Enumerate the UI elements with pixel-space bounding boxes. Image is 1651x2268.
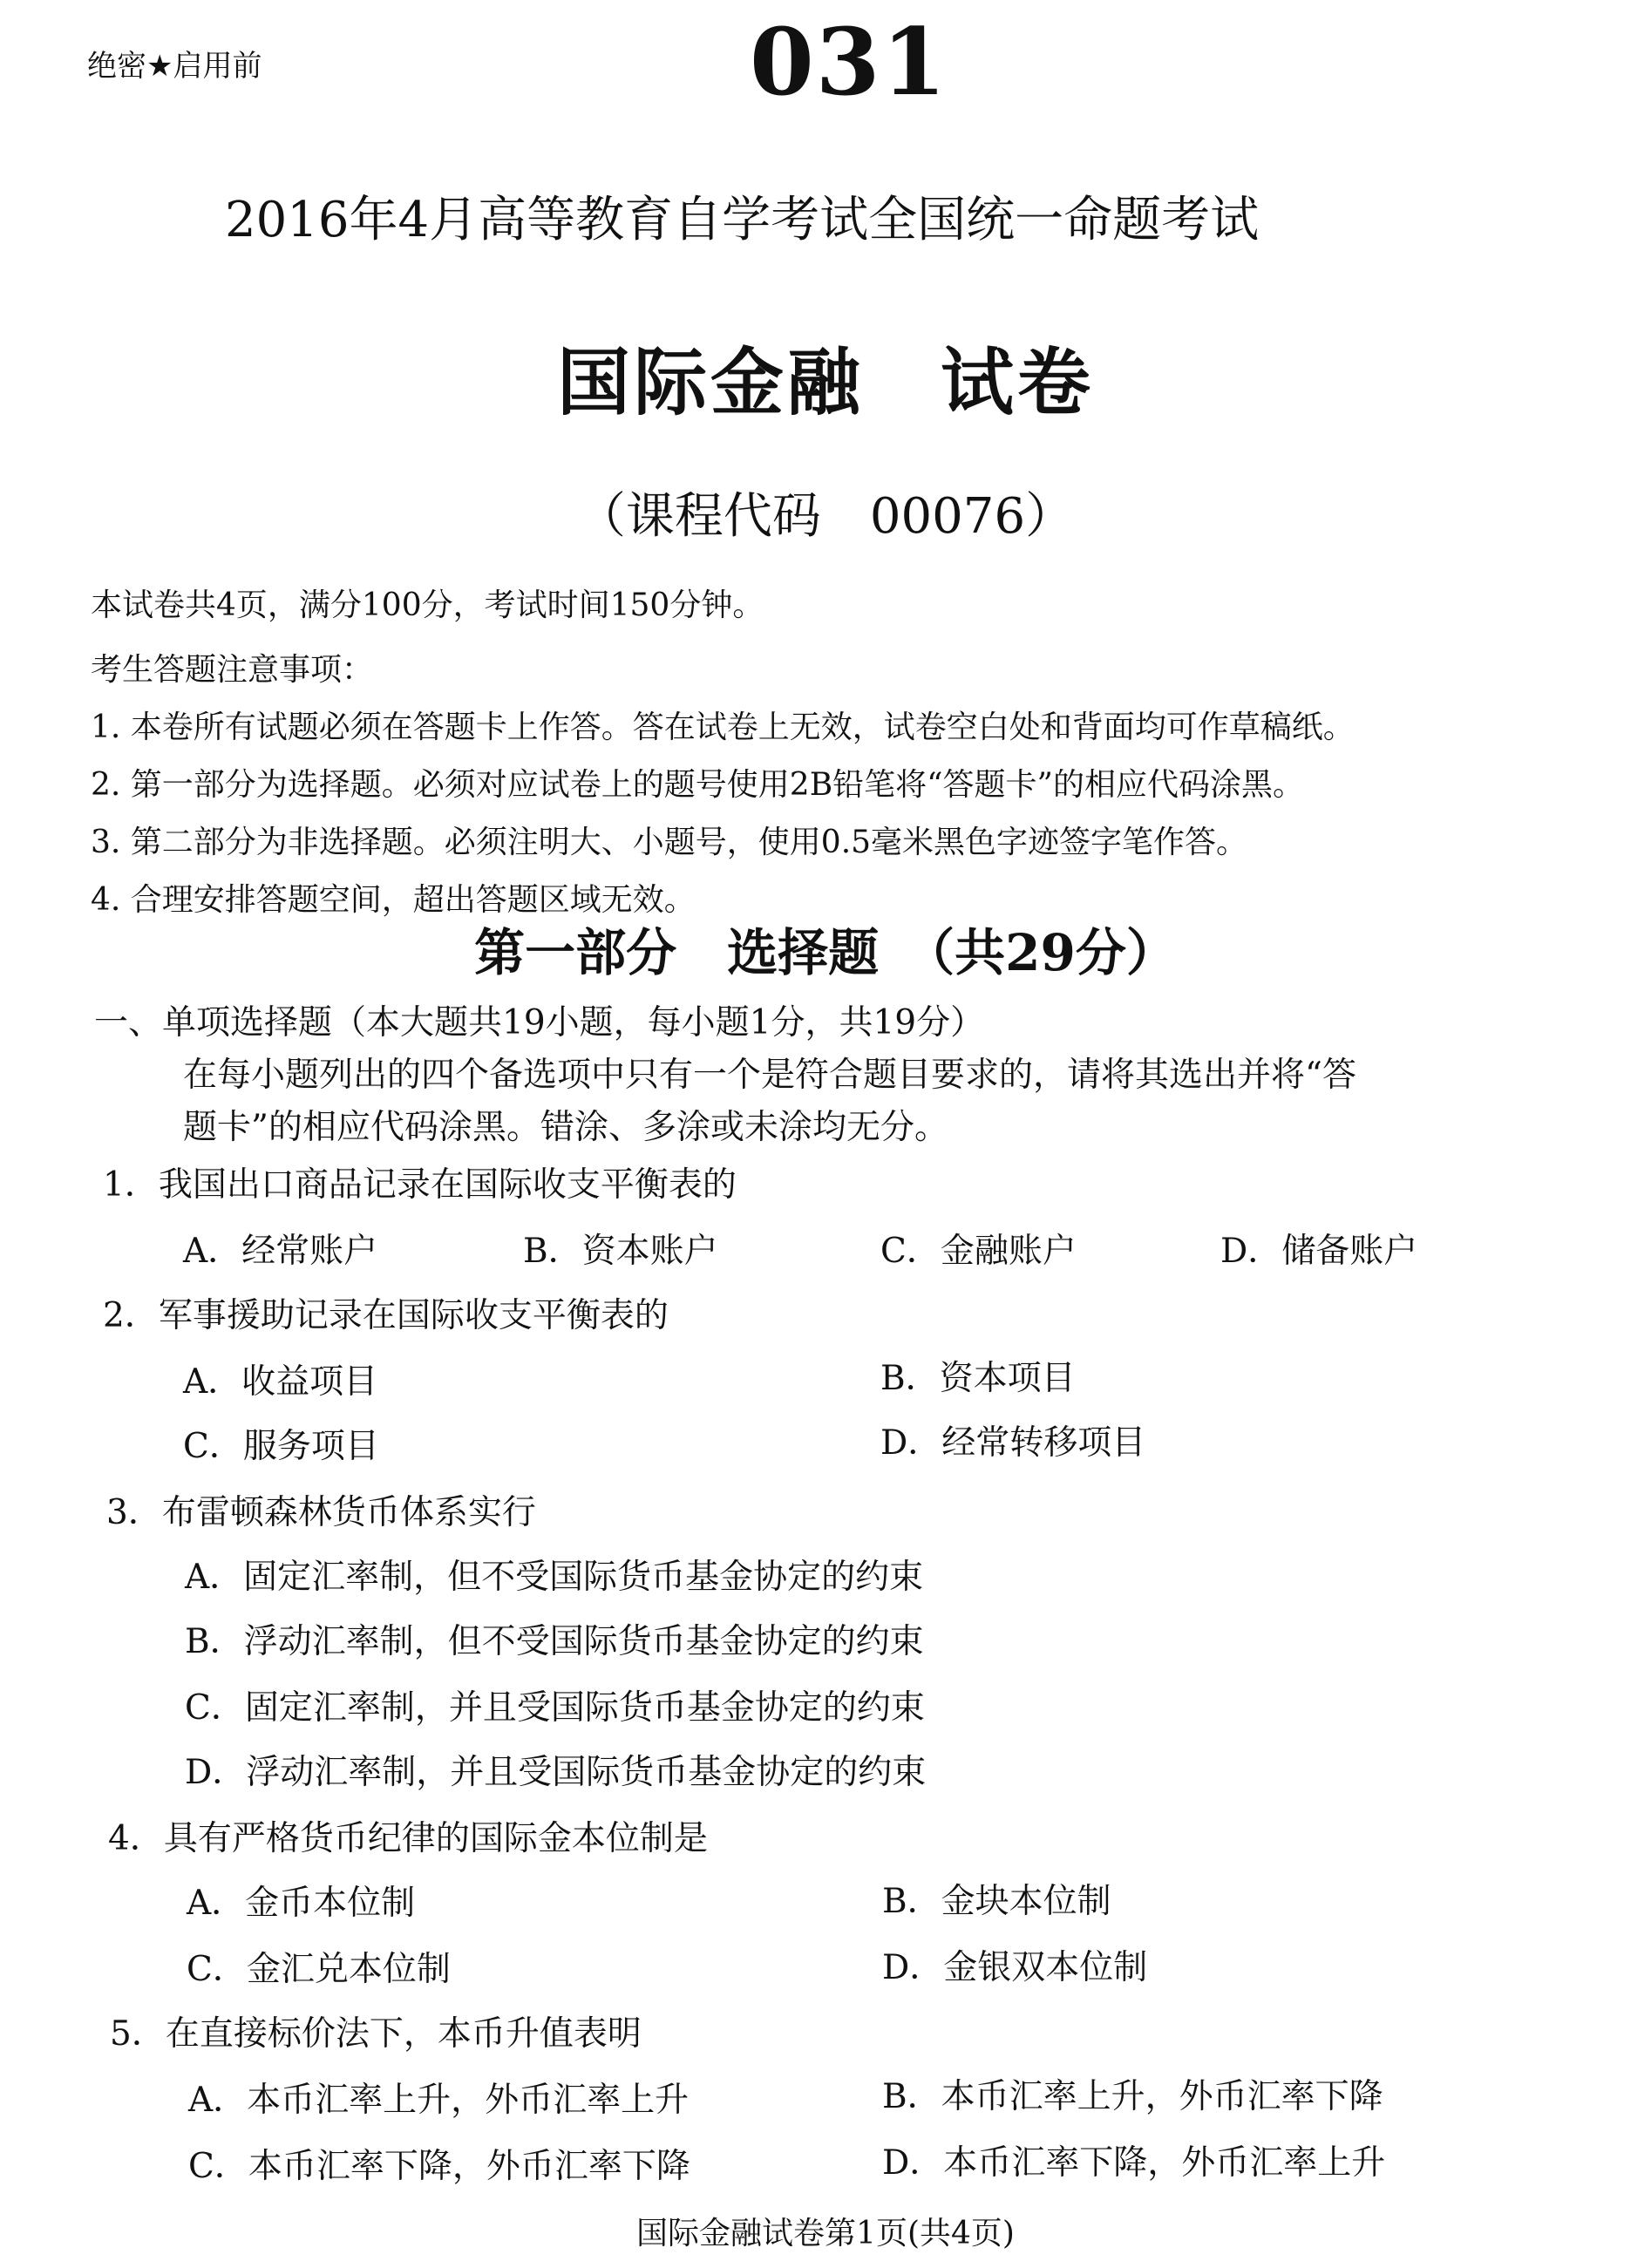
question-option: A．经常账户 <box>183 1232 378 1271</box>
question-stem: 3．布雷顿森林货币体系实行 <box>106 1493 536 1532</box>
question-option: D．本币汇率下降，外币汇率上升 <box>882 2143 1386 2183</box>
question-option: D．浮动汇率制，并且受国际货币基金协定的约束 <box>185 1753 927 1792</box>
note-item: 1. 本卷所有试题必须在答题卡上作答。答在试卷上无效，试卷空白处和背面均可作草稿纸。 <box>91 710 1355 745</box>
question-option: A．收益项目 <box>183 1362 378 1402</box>
question-stem: 5．在直接标价法下，本币升值表明 <box>110 2014 642 2054</box>
confidential-label: 绝密★启用前 <box>87 49 262 84</box>
question-option: B．资本账户 <box>523 1232 718 1271</box>
section-instructions: 在每小题列出的四个备选项中只有一个是符合题目要求的，请将其选出并将“答 <box>183 1056 1356 1095</box>
section-heading: 一、单项选择题（本大题共19小题，每小题1分，共19分） <box>94 1003 985 1042</box>
question-option: C．服务项目 <box>183 1427 379 1466</box>
question-option: C．金汇兑本位制 <box>187 1950 451 1989</box>
question-option: D．储备账户 <box>1220 1232 1418 1271</box>
question-stem: 2．军事援助记录在国际收支平衡表的 <box>103 1296 669 1335</box>
question-option: D．金银双本位制 <box>882 1948 1148 1987</box>
question-option: B．资本项目 <box>880 1359 1076 1398</box>
question-option: B．金块本位制 <box>882 1882 1111 1921</box>
question-option: A．固定汇率制，但不受国际货币基金协定的约束 <box>185 1558 924 1597</box>
note-item: 2. 第一部分为选择题。必须对应试卷上的题号使用2B铅笔将“答题卡”的相应代码涂黑。 <box>91 767 1304 803</box>
question-option: A．金币本位制 <box>187 1884 416 1923</box>
paper-code: 031 <box>750 7 948 116</box>
course-code: （课程代码 00076） <box>576 488 1075 545</box>
paper-title: 国际金融 试卷 <box>556 339 1094 425</box>
note-item: 4. 合理安排答题空间，超出答题区域无效。 <box>91 882 696 918</box>
note-item: 3. 第二部分为非选择题。必须注明大、小题号，使用0.5毫米黑色字迹签字笔作答。 <box>91 825 1248 860</box>
section-instructions: 题卡”的相应代码涂黑。错涂、多涂或未涂均无分。 <box>183 1108 948 1147</box>
question-option: C．本币汇率下降，外币汇率下降 <box>188 2147 690 2186</box>
exam-title: 2016年4月高等教育自学考试全国统一命题考试 <box>225 192 1260 248</box>
paper-info: 本试卷共4页，满分100分，考试时间150分钟。 <box>91 587 764 623</box>
question-option: D．经常转移项目 <box>880 1423 1146 1463</box>
question-option: B．浮动汇率制，但不受国际货币基金协定的约束 <box>185 1622 924 1661</box>
question-stem: 1．我国出口商品记录在国际收支平衡表的 <box>103 1165 737 1205</box>
question-option: A．本币汇率上升，外币汇率上升 <box>188 2081 690 2120</box>
notes-heading: 考生答题注意事项： <box>91 652 374 688</box>
question-stem: 4．具有严格货币纪律的国际金本位制是 <box>108 1819 708 1858</box>
part-one-title: 第一部分 选择题 （共29分） <box>474 923 1177 982</box>
question-option: B．本币汇率上升，外币汇率下降 <box>882 2077 1383 2116</box>
page-footer: 国际金融试卷第1页(共4页) <box>636 2216 1015 2251</box>
question-option: C．金融账户 <box>880 1232 1077 1271</box>
question-option: C．固定汇率制，并且受国际货币基金协定的约束 <box>185 1688 925 1728</box>
